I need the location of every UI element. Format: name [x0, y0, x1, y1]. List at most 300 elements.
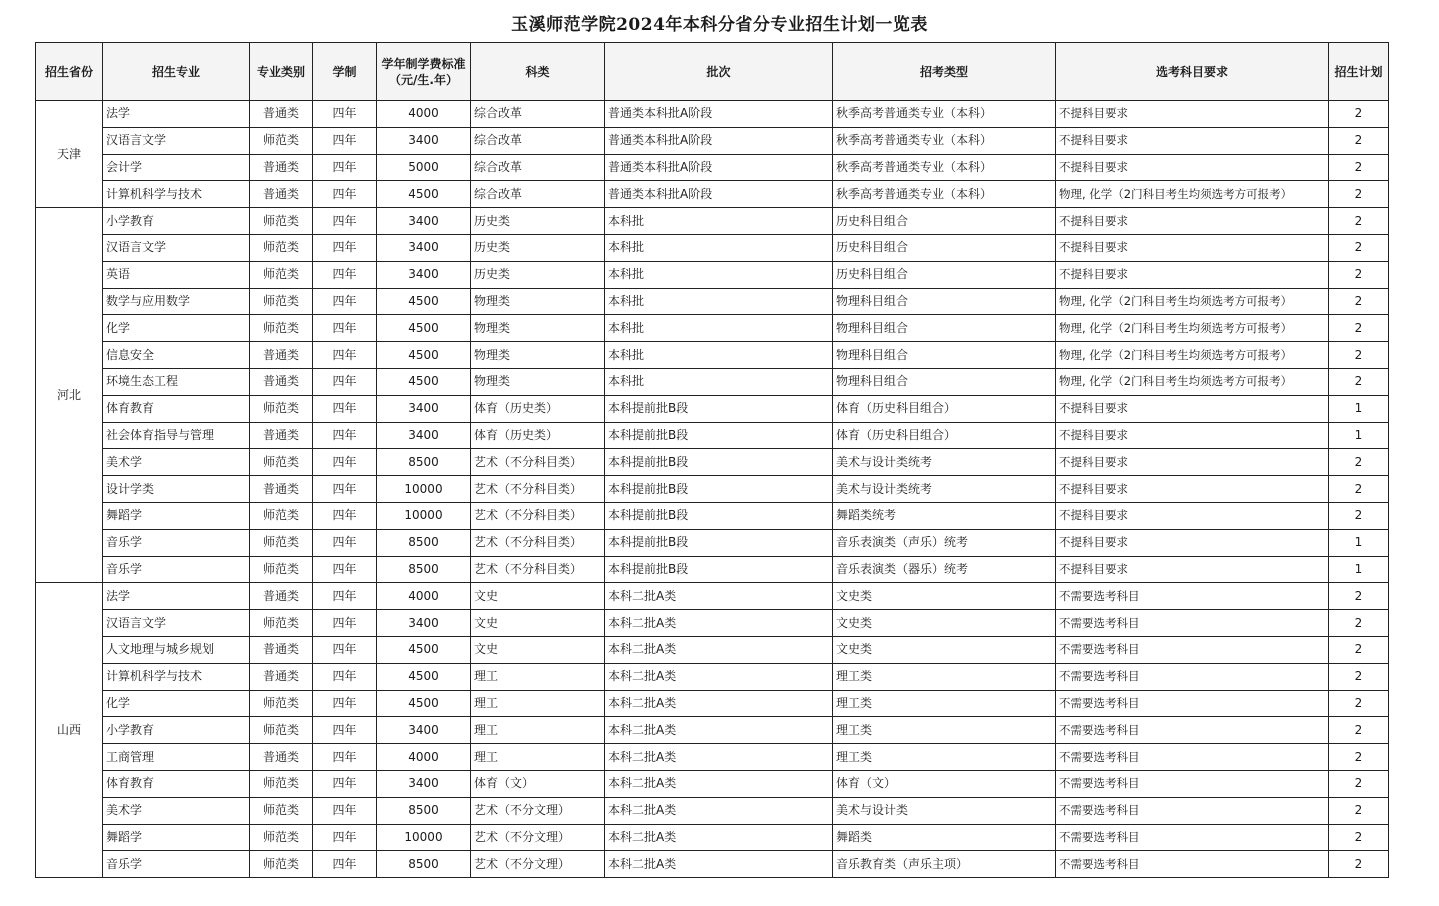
- table-cell-fee: 10000: [377, 476, 471, 503]
- table-row: [36, 610, 1389, 637]
- table-cell-subject: 文史: [471, 610, 605, 637]
- table-cell-requirement: 不提科目要求: [1056, 127, 1329, 154]
- table-cell-major: 汉语言文学: [103, 234, 250, 261]
- table-body: [36, 101, 1389, 878]
- table-cell-major: 汉语言文学: [103, 610, 250, 637]
- table-cell-fee: 4000: [377, 101, 471, 128]
- table-cell-subject: 艺术（不分科目类）: [471, 502, 605, 529]
- table-cell-plan: 1: [1329, 529, 1389, 556]
- table-cell-subject: 综合改革: [471, 181, 605, 208]
- header-duration: 学制: [313, 43, 377, 101]
- table-cell-fee: 3400: [377, 261, 471, 288]
- table-cell-fee: 8500: [377, 449, 471, 476]
- table-cell-admission-type: 舞蹈类统考: [833, 502, 1056, 529]
- table-row: [36, 422, 1389, 449]
- table-cell-category: 普通类: [250, 663, 313, 690]
- table-cell-plan: 2: [1329, 154, 1389, 181]
- table-cell-plan: 2: [1329, 770, 1389, 797]
- table-cell-major: 社会体育指导与管理: [103, 422, 250, 449]
- table-row: [36, 529, 1389, 556]
- table-cell-category: 师范类: [250, 288, 313, 315]
- table-cell-batch: 本科批: [605, 261, 833, 288]
- table-cell-admission-type: 文史类: [833, 583, 1056, 610]
- table-cell-subject: 理工: [471, 717, 605, 744]
- table-cell-duration: 四年: [313, 824, 377, 851]
- enrollment-plan-table: [35, 42, 1389, 878]
- table-cell-requirement: 不提科目要求: [1056, 234, 1329, 261]
- header-subject: 科类: [471, 43, 605, 101]
- table-cell-plan: 2: [1329, 610, 1389, 637]
- table-cell-subject: 历史类: [471, 208, 605, 235]
- table-cell-plan: 2: [1329, 636, 1389, 663]
- table-cell-plan: 2: [1329, 234, 1389, 261]
- table-cell-admission-type: 历史科目组合: [833, 234, 1056, 261]
- table-cell-plan: 2: [1329, 449, 1389, 476]
- table-cell-admission-type: 历史科目组合: [833, 261, 1056, 288]
- table-cell-plan: 2: [1329, 476, 1389, 503]
- table-cell-fee: 4500: [377, 342, 471, 369]
- table-cell-admission-type: 音乐教育类（声乐主项）: [833, 851, 1056, 878]
- header-plan: 招生计划: [1329, 43, 1389, 101]
- table-cell-duration: 四年: [313, 851, 377, 878]
- table-cell-requirement: 不提科目要求: [1056, 395, 1329, 422]
- table-cell-plan: 2: [1329, 717, 1389, 744]
- table-cell-duration: 四年: [313, 422, 377, 449]
- table-cell-major: 汉语言文学: [103, 127, 250, 154]
- table-cell-batch: 本科提前批B段: [605, 556, 833, 583]
- table-cell-category: 师范类: [250, 690, 313, 717]
- table-cell-requirement: 不需要选考科目: [1056, 824, 1329, 851]
- table-cell-duration: 四年: [313, 127, 377, 154]
- header-requirement: 选考科目要求: [1056, 43, 1329, 101]
- table-cell-province: 天津: [36, 101, 103, 208]
- table-cell-requirement: 不需要选考科目: [1056, 717, 1329, 744]
- table-row: [36, 556, 1389, 583]
- table-row: [36, 181, 1389, 208]
- table-cell-subject: 文史: [471, 636, 605, 663]
- table-cell-fee: 3400: [377, 127, 471, 154]
- table-row: [36, 502, 1389, 529]
- table-cell-admission-type: 物理科目组合: [833, 315, 1056, 342]
- table-cell-requirement: 不提科目要求: [1056, 261, 1329, 288]
- table-cell-admission-type: 舞蹈类: [833, 824, 1056, 851]
- table-cell-major: 音乐学: [103, 529, 250, 556]
- table-cell-admission-type: 音乐表演类（声乐）统考: [833, 529, 1056, 556]
- table-cell-admission-type: 历史科目组合: [833, 208, 1056, 235]
- table-row: [36, 127, 1389, 154]
- table-cell-requirement: 不需要选考科目: [1056, 583, 1329, 610]
- table-cell-duration: 四年: [313, 717, 377, 744]
- table-cell-plan: 2: [1329, 744, 1389, 771]
- table-cell-plan: 1: [1329, 556, 1389, 583]
- table-cell-batch: 本科二批A类: [605, 797, 833, 824]
- table-cell-subject: 艺术（不分科目类）: [471, 449, 605, 476]
- table-cell-subject: 物理类: [471, 368, 605, 395]
- table-cell-fee: 3400: [377, 208, 471, 235]
- table-cell-batch: 本科提前批B段: [605, 476, 833, 503]
- table-cell-duration: 四年: [313, 395, 377, 422]
- table-cell-major: 数学与应用数学: [103, 288, 250, 315]
- table-cell-plan: 2: [1329, 181, 1389, 208]
- table-cell-batch: 本科二批A类: [605, 583, 833, 610]
- table-row: [36, 663, 1389, 690]
- table-cell-fee: 4500: [377, 288, 471, 315]
- table-cell-duration: 四年: [313, 449, 377, 476]
- table-header-row: [36, 43, 1389, 101]
- table-cell-fee: 3400: [377, 610, 471, 637]
- table-cell-admission-type: 物理科目组合: [833, 342, 1056, 369]
- table-cell-admission-type: 文史类: [833, 636, 1056, 663]
- table-cell-requirement: 不需要选考科目: [1056, 636, 1329, 663]
- table-cell-duration: 四年: [313, 154, 377, 181]
- table-cell-category: 普通类: [250, 342, 313, 369]
- table-cell-admission-type: 物理科目组合: [833, 288, 1056, 315]
- table-cell-plan: 2: [1329, 342, 1389, 369]
- table-cell-requirement: 不提科目要求: [1056, 502, 1329, 529]
- table-cell-category: 普通类: [250, 101, 313, 128]
- table-row: [36, 690, 1389, 717]
- table-cell-batch: 本科批: [605, 234, 833, 261]
- table-cell-requirement: 物理, 化学（2门科目考生均须选考方可报考）: [1056, 288, 1329, 315]
- table-cell-duration: 四年: [313, 315, 377, 342]
- table-row: [36, 208, 1389, 235]
- table-cell-requirement: 物理, 化学（2门科目考生均须选考方可报考）: [1056, 315, 1329, 342]
- table-row: [36, 154, 1389, 181]
- table-cell-requirement: 不提科目要求: [1056, 449, 1329, 476]
- table-cell-subject: 艺术（不分科目类）: [471, 529, 605, 556]
- table-cell-duration: 四年: [313, 529, 377, 556]
- table-cell-category: 师范类: [250, 395, 313, 422]
- table-row: [36, 261, 1389, 288]
- table-cell-category: 师范类: [250, 770, 313, 797]
- table-cell-plan: 2: [1329, 101, 1389, 128]
- table-row: [36, 770, 1389, 797]
- table-cell-duration: 四年: [313, 797, 377, 824]
- header-admission-type: 招考类型: [833, 43, 1056, 101]
- table-cell-plan: 2: [1329, 502, 1389, 529]
- table-cell-requirement: 不需要选考科目: [1056, 851, 1329, 878]
- table-cell-plan: 2: [1329, 368, 1389, 395]
- table-cell-category: 师范类: [250, 797, 313, 824]
- table-cell-major: 信息安全: [103, 342, 250, 369]
- table-cell-fee: 3400: [377, 717, 471, 744]
- table-cell-subject: 体育（文）: [471, 770, 605, 797]
- table-cell-major: 体育教育: [103, 395, 250, 422]
- table-cell-category: 师范类: [250, 127, 313, 154]
- table-cell-subject: 综合改革: [471, 101, 605, 128]
- table-cell-admission-type: 美术与设计类统考: [833, 476, 1056, 503]
- table-cell-fee: 4500: [377, 181, 471, 208]
- table-cell-admission-type: 美术与设计类: [833, 797, 1056, 824]
- table-cell-category: 师范类: [250, 208, 313, 235]
- table-cell-batch: 普通类本科批A阶段: [605, 181, 833, 208]
- table-cell-batch: 本科二批A类: [605, 610, 833, 637]
- table-row: [36, 101, 1389, 128]
- table-cell-duration: 四年: [313, 101, 377, 128]
- table-cell-requirement: 不需要选考科目: [1056, 797, 1329, 824]
- table-cell-category: 普通类: [250, 744, 313, 771]
- table-cell-major: 化学: [103, 690, 250, 717]
- table-cell-category: 师范类: [250, 717, 313, 744]
- header-category: 专业类别: [250, 43, 313, 101]
- table-cell-admission-type: 秋季高考普通类专业（本科）: [833, 154, 1056, 181]
- table-cell-batch: 本科二批A类: [605, 851, 833, 878]
- table-row: [36, 476, 1389, 503]
- table-cell-duration: 四年: [313, 636, 377, 663]
- table-cell-admission-type: 音乐表演类（器乐）统考: [833, 556, 1056, 583]
- table-cell-plan: 2: [1329, 127, 1389, 154]
- table-cell-duration: 四年: [313, 342, 377, 369]
- table-row: [36, 744, 1389, 771]
- table-cell-province: 山西: [36, 583, 103, 878]
- table-cell-requirement: 不提科目要求: [1056, 208, 1329, 235]
- table-cell-requirement: 不提科目要求: [1056, 529, 1329, 556]
- table-cell-category: 师范类: [250, 261, 313, 288]
- table-cell-plan: 1: [1329, 422, 1389, 449]
- table-cell-fee: 8500: [377, 797, 471, 824]
- table-cell-plan: 2: [1329, 208, 1389, 235]
- table-cell-batch: 本科提前批B段: [605, 422, 833, 449]
- table-cell-duration: 四年: [313, 208, 377, 235]
- table-cell-major: 人文地理与城乡规划: [103, 636, 250, 663]
- table-cell-category: 普通类: [250, 154, 313, 181]
- table-cell-subject: 物理类: [471, 288, 605, 315]
- table-cell-plan: 2: [1329, 315, 1389, 342]
- table-cell-batch: 本科批: [605, 208, 833, 235]
- table-cell-requirement: 不需要选考科目: [1056, 770, 1329, 797]
- table-cell-admission-type: 秋季高考普通类专业（本科）: [833, 101, 1056, 128]
- table-cell-major: 舞蹈学: [103, 502, 250, 529]
- table-cell-admission-type: 体育（历史科目组合）: [833, 422, 1056, 449]
- table-cell-fee: 4500: [377, 636, 471, 663]
- table-cell-category: 师范类: [250, 315, 313, 342]
- table-cell-subject: 文史: [471, 583, 605, 610]
- table-cell-duration: 四年: [313, 368, 377, 395]
- table-cell-subject: 物理类: [471, 342, 605, 369]
- table-cell-batch: 本科批: [605, 368, 833, 395]
- table-cell-fee: 3400: [377, 234, 471, 261]
- table-cell-major: 美术学: [103, 449, 250, 476]
- table-cell-plan: 2: [1329, 261, 1389, 288]
- table-cell-requirement: 不提科目要求: [1056, 476, 1329, 503]
- table-cell-fee: 3400: [377, 395, 471, 422]
- table-cell-admission-type: 理工类: [833, 717, 1056, 744]
- table-cell-major: 美术学: [103, 797, 250, 824]
- table-row: [36, 851, 1389, 878]
- table-cell-requirement: 不提科目要求: [1056, 422, 1329, 449]
- table-cell-duration: 四年: [313, 663, 377, 690]
- table-cell-batch: 本科提前批B段: [605, 395, 833, 422]
- table-cell-major: 体育教育: [103, 770, 250, 797]
- table-cell-category: 师范类: [250, 851, 313, 878]
- table-cell-batch: 普通类本科批A阶段: [605, 101, 833, 128]
- table-row: [36, 824, 1389, 851]
- table-cell-major: 小学教育: [103, 208, 250, 235]
- table-cell-major: 英语: [103, 261, 250, 288]
- table-cell-duration: 四年: [313, 744, 377, 771]
- table-cell-duration: 四年: [313, 261, 377, 288]
- table-cell-fee: 4500: [377, 663, 471, 690]
- table-cell-province: 河北: [36, 208, 103, 583]
- table-cell-duration: 四年: [313, 770, 377, 797]
- table-row: [36, 717, 1389, 744]
- table-cell-batch: 本科二批A类: [605, 663, 833, 690]
- table-cell-category: 师范类: [250, 556, 313, 583]
- header-province: 招生省份: [36, 43, 103, 101]
- table-cell-subject: 综合改革: [471, 154, 605, 181]
- table-row: [36, 449, 1389, 476]
- table-cell-fee: 8500: [377, 851, 471, 878]
- table-cell-plan: 2: [1329, 690, 1389, 717]
- table-row: [36, 234, 1389, 261]
- table-cell-requirement: 不需要选考科目: [1056, 610, 1329, 637]
- table-cell-duration: 四年: [313, 234, 377, 261]
- table-cell-requirement: 物理, 化学（2门科目考生均须选考方可报考）: [1056, 368, 1329, 395]
- table-cell-fee: 8500: [377, 556, 471, 583]
- table-cell-batch: 普通类本科批A阶段: [605, 154, 833, 181]
- table-cell-fee: 3400: [377, 422, 471, 449]
- table-cell-major: 法学: [103, 583, 250, 610]
- table-cell-requirement: 不提科目要求: [1056, 101, 1329, 128]
- table-row: [36, 342, 1389, 369]
- table-row: [36, 395, 1389, 422]
- table-cell-duration: 四年: [313, 556, 377, 583]
- table-cell-batch: 本科二批A类: [605, 636, 833, 663]
- table-cell-category: 普通类: [250, 583, 313, 610]
- table-cell-duration: 四年: [313, 181, 377, 208]
- table-cell-subject: 艺术（不分文理）: [471, 824, 605, 851]
- header-batch: 批次: [605, 43, 833, 101]
- table-cell-category: 普通类: [250, 368, 313, 395]
- table-cell-batch: 普通类本科批A阶段: [605, 127, 833, 154]
- table-cell-admission-type: 体育（文）: [833, 770, 1056, 797]
- table-cell-subject: 理工: [471, 663, 605, 690]
- table-row: [36, 583, 1389, 610]
- table-cell-subject: 体育（历史类）: [471, 422, 605, 449]
- table-cell-plan: 2: [1329, 583, 1389, 610]
- table-cell-category: 师范类: [250, 234, 313, 261]
- table-cell-fee: 8500: [377, 529, 471, 556]
- table-cell-batch: 本科二批A类: [605, 824, 833, 851]
- table-cell-category: 普通类: [250, 636, 313, 663]
- table-cell-batch: 本科批: [605, 288, 833, 315]
- table-cell-category: 师范类: [250, 824, 313, 851]
- table-cell-batch: 本科提前批B段: [605, 529, 833, 556]
- table-cell-batch: 本科批: [605, 342, 833, 369]
- table-cell-subject: 体育（历史类）: [471, 395, 605, 422]
- table-cell-requirement: 物理, 化学（2门科目考生均须选考方可报考）: [1056, 181, 1329, 208]
- table-cell-subject: 理工: [471, 690, 605, 717]
- table-cell-major: 环境生态工程: [103, 368, 250, 395]
- table-cell-category: 师范类: [250, 529, 313, 556]
- table-cell-admission-type: 理工类: [833, 663, 1056, 690]
- table-cell-admission-type: 体育（历史科目组合）: [833, 395, 1056, 422]
- table-cell-fee: 4500: [377, 690, 471, 717]
- table-cell-duration: 四年: [313, 476, 377, 503]
- table-row: [36, 636, 1389, 663]
- table-cell-category: 师范类: [250, 610, 313, 637]
- table-cell-subject: 历史类: [471, 234, 605, 261]
- table-cell-fee: 10000: [377, 502, 471, 529]
- table-cell-duration: 四年: [313, 288, 377, 315]
- table-cell-subject: 综合改革: [471, 127, 605, 154]
- table-cell-fee: 3400: [377, 770, 471, 797]
- table-cell-plan: 2: [1329, 288, 1389, 315]
- table-cell-requirement: 不需要选考科目: [1056, 744, 1329, 771]
- table-cell-plan: 2: [1329, 824, 1389, 851]
- table-cell-subject: 艺术（不分科目类）: [471, 556, 605, 583]
- table-cell-major: 舞蹈学: [103, 824, 250, 851]
- table-cell-fee: 4500: [377, 315, 471, 342]
- table-cell-subject: 理工: [471, 744, 605, 771]
- table-cell-fee: 4000: [377, 583, 471, 610]
- table-cell-plan: 2: [1329, 851, 1389, 878]
- table-cell-admission-type: 秋季高考普通类专业（本科）: [833, 127, 1056, 154]
- table-cell-plan: 1: [1329, 395, 1389, 422]
- header-major: 招生专业: [103, 43, 250, 101]
- table-row: [36, 797, 1389, 824]
- table-cell-category: 师范类: [250, 502, 313, 529]
- table-cell-major: 音乐学: [103, 556, 250, 583]
- table-cell-requirement: 物理, 化学（2门科目考生均须选考方可报考）: [1056, 342, 1329, 369]
- table-cell-admission-type: 物理科目组合: [833, 368, 1056, 395]
- header-fee: 学年制学费标准（元/生.年）: [377, 43, 471, 101]
- table-cell-plan: 2: [1329, 663, 1389, 690]
- table-cell-batch: 本科二批A类: [605, 690, 833, 717]
- table-cell-subject: 物理类: [471, 315, 605, 342]
- table-cell-subject: 艺术（不分文理）: [471, 797, 605, 824]
- table-cell-major: 工商管理: [103, 744, 250, 771]
- table-cell-batch: 本科提前批B段: [605, 449, 833, 476]
- table-cell-major: 会计学: [103, 154, 250, 181]
- table-cell-major: 小学教育: [103, 717, 250, 744]
- table-cell-subject: 历史类: [471, 261, 605, 288]
- table-cell-requirement: 不需要选考科目: [1056, 663, 1329, 690]
- table-cell-requirement: 不提科目要求: [1056, 556, 1329, 583]
- table-cell-category: 普通类: [250, 422, 313, 449]
- table-cell-major: 法学: [103, 101, 250, 128]
- table-cell-requirement: 不提科目要求: [1056, 154, 1329, 181]
- table-cell-major: 音乐学: [103, 851, 250, 878]
- table-cell-admission-type: 理工类: [833, 690, 1056, 717]
- table-cell-batch: 本科二批A类: [605, 717, 833, 744]
- table-cell-admission-type: 文史类: [833, 610, 1056, 637]
- table-cell-category: 普通类: [250, 181, 313, 208]
- table-cell-category: 师范类: [250, 449, 313, 476]
- table-cell-major: 设计学类: [103, 476, 250, 503]
- page-title: 玉溪师范学院2024年本科分省分专业招生计划一览表: [511, 15, 928, 35]
- table-cell-fee: 10000: [377, 824, 471, 851]
- table-cell-fee: 4500: [377, 368, 471, 395]
- table-cell-category: 普通类: [250, 476, 313, 503]
- table-cell-major: 计算机科学与技术: [103, 663, 250, 690]
- table-cell-admission-type: 秋季高考普通类专业（本科）: [833, 181, 1056, 208]
- table-cell-duration: 四年: [313, 690, 377, 717]
- table-row: [36, 315, 1389, 342]
- table-cell-batch: 本科批: [605, 315, 833, 342]
- table-cell-subject: 艺术（不分文理）: [471, 851, 605, 878]
- table-cell-requirement: 不需要选考科目: [1056, 690, 1329, 717]
- table-cell-major: 化学: [103, 315, 250, 342]
- table-row: [36, 288, 1389, 315]
- table-cell-admission-type: 理工类: [833, 744, 1056, 771]
- table-cell-subject: 艺术（不分科目类）: [471, 476, 605, 503]
- table-cell-duration: 四年: [313, 583, 377, 610]
- table-cell-plan: 2: [1329, 797, 1389, 824]
- table-cell-fee: 5000: [377, 154, 471, 181]
- table-cell-major: 计算机科学与技术: [103, 181, 250, 208]
- table-cell-batch: 本科二批A类: [605, 744, 833, 771]
